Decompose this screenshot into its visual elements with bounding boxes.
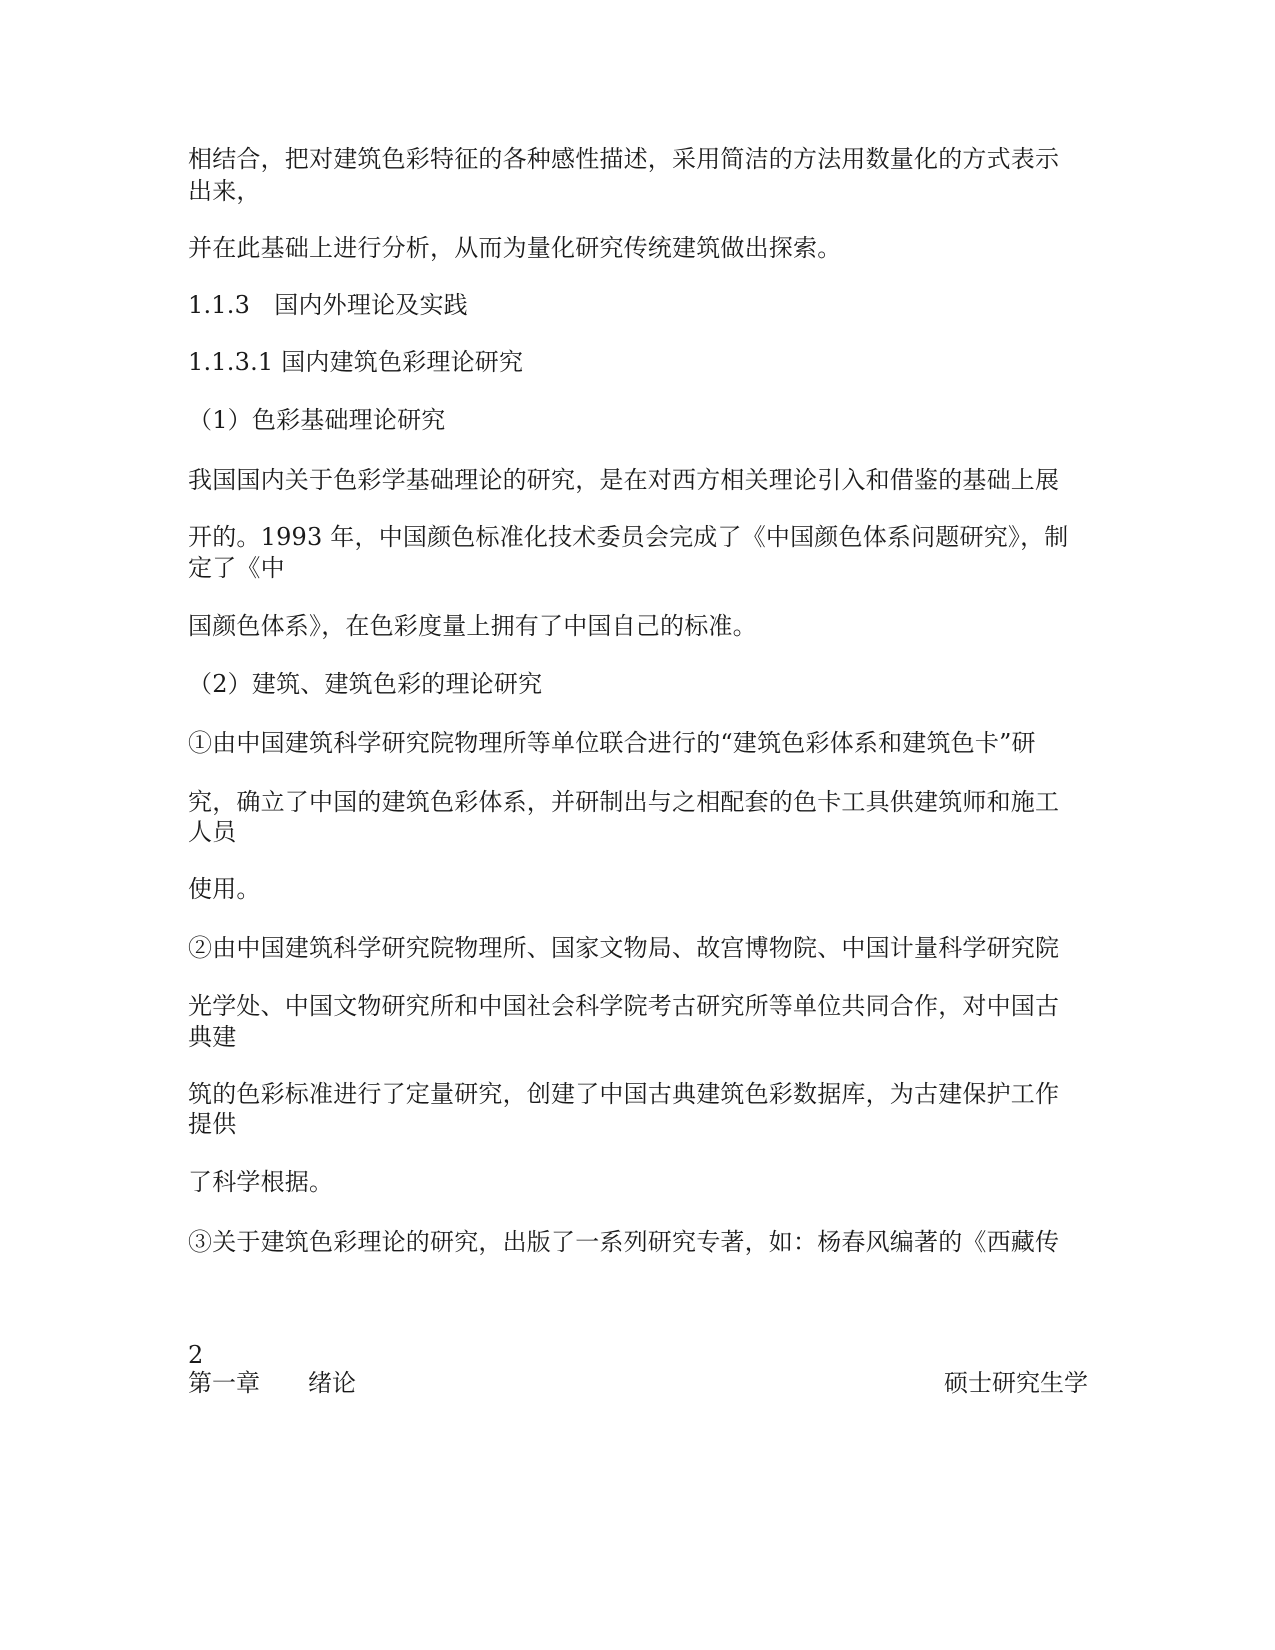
item-heading: （2）建筑、建筑色彩的理论研究 (188, 670, 543, 698)
body-text-line: 究，确立了中国的建筑色彩体系，并研制出与之相配套的色卡工具供建筑师和施工 (188, 788, 1060, 816)
body-text-line: ③关于建筑色彩理论的研究，出版了一系列研究专著，如：杨春风编著的《西藏传 (188, 1228, 1060, 1256)
body-text-line: 开的。1993 年，中国颜色标准化技术委员会完成了《中国颜色体系问题研究》，制 (188, 523, 1069, 551)
body-text-line: 我国国内关于色彩学基础理论的研究，是在对西方相关理论引入和借鉴的基础上展 (188, 466, 1060, 494)
item-heading: （1）色彩基础理论研究 (188, 406, 446, 434)
body-text-line: 了科学根据。 (188, 1168, 334, 1196)
body-text-line: 使用。 (188, 875, 261, 903)
body-text-line: 国颜色体系》，在色彩度量上拥有了中国自己的标准。 (188, 612, 757, 640)
footer-right-text: 硕士研究生学 (944, 1369, 1088, 1397)
body-text-line: ①由中国建筑科学研究院物理所等单位联合进行的“建筑色彩体系和建筑色卡”研 (188, 729, 1036, 757)
body-text-line: ②由中国建筑科学研究院物理所、国家文物局、故宫博物院、中国计量科学研究院 (188, 934, 1060, 962)
page-number: 2 (188, 1341, 204, 1369)
body-text-line: 出来， (188, 177, 261, 205)
body-text-line: 人员 (188, 818, 237, 846)
body-text-line: 光学处、中国文物研究所和中国社会科学院考古研究所等单位共同合作，对中国古 (188, 992, 1060, 1020)
section-heading: 1.1.3 国内外理论及实践 (188, 291, 468, 319)
body-text-line: 相结合，把对建筑色彩特征的各种感性描述，采用简洁的方法用数量化的方式表示 (188, 145, 1060, 173)
chapter-title: 第一章 绪论 (188, 1369, 356, 1397)
body-text-line: 定了《中 (188, 554, 285, 582)
body-text-line: 提供 (188, 1110, 237, 1138)
subsection-heading: 1.1.3.1 国内建筑色彩理论研究 (188, 348, 524, 376)
body-text-line: 并在此基础上进行分析，从而为量化研究传统建筑做出探索。 (188, 234, 842, 262)
body-text-line: 典建 (188, 1023, 237, 1051)
body-text-line: 筑的色彩标准进行了定量研究，创建了中国古典建筑色彩数据库，为古建保护工作 (188, 1080, 1060, 1108)
